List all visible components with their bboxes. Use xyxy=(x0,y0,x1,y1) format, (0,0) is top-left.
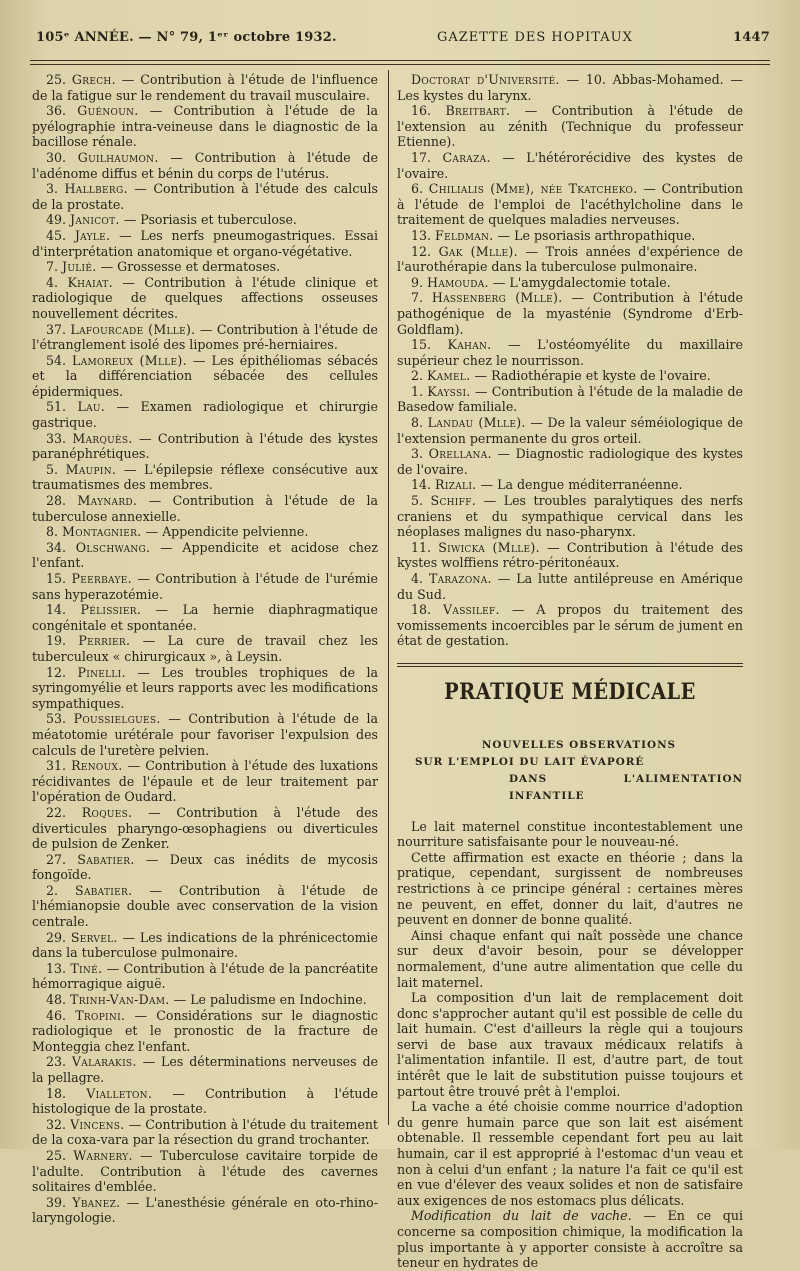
entry-number: 23. xyxy=(46,1054,72,1070)
thesis-entry xyxy=(397,150,743,181)
thesis-entry xyxy=(32,711,378,758)
entry-number: 15. xyxy=(411,337,448,353)
thesis-entry xyxy=(32,930,378,961)
thesis-entry xyxy=(397,540,743,571)
article-subtitle-3: DANS L'ALIMENTATION INFANTILE xyxy=(509,772,743,802)
thesis-entry xyxy=(32,150,378,181)
entry-number: 32. xyxy=(46,1116,71,1132)
left-column xyxy=(32,72,378,1226)
entry-title: — L'épilepsie réflexe consécutive aux traumatismes des membres. xyxy=(32,461,378,493)
article-paragraph xyxy=(397,1208,743,1270)
thesis-entry xyxy=(397,368,743,384)
entry-title: — Les déterminations nerveuses de la pellagre. xyxy=(32,1054,378,1085)
entry-title: — Contribution à l'étude des kystes paranéphrétiques. xyxy=(32,430,378,462)
entry-number: 53. xyxy=(46,711,74,727)
section-title: PRATIQUE MÉDICALE xyxy=(444,678,696,705)
entry-number: 2. xyxy=(46,882,76,898)
entry-title: — Contribution à l'étude du traitement de la coxa-vara par la résection du grand trochanter. xyxy=(32,1116,378,1148)
entry-title: — 10. Abbas-Mohamed. — Les kystes du larynx. xyxy=(397,72,743,103)
entry-title: — De la valeur séméiologique de l'extension permanente du gros orteil. xyxy=(397,415,743,446)
thesis-entry xyxy=(32,992,378,1008)
entry-number: 9. xyxy=(411,274,428,290)
entry-author: Maupin. xyxy=(65,461,117,477)
entry-title: — Les épithéliomas sébacés et la différenciation sébacée des cellules épidermiques. xyxy=(32,352,378,399)
entry-title: — Les indications de la phrénicectomie dans la tuberculose pulmonaire. xyxy=(32,929,378,961)
thesis-entry xyxy=(397,415,743,446)
entry-author: Feldman. xyxy=(435,227,494,243)
journal-title: GAZETTE DES HOPITAUX xyxy=(436,30,633,45)
entry-number: 8. xyxy=(46,524,63,540)
entry-title: — Grossesse et dermatoses. xyxy=(96,259,281,275)
section-separator xyxy=(397,663,743,667)
entry-author: Pinelli. xyxy=(77,664,126,680)
thesis-entry xyxy=(32,961,378,992)
entry-author: Hassenberg (Mlle). xyxy=(431,290,563,306)
entry-author: Khaiat. xyxy=(67,274,113,290)
thesis-entry xyxy=(32,212,378,228)
entry-author: Jayle. xyxy=(74,227,111,243)
entry-author: Perrier. xyxy=(78,633,131,649)
entry-title: — Contribution à l'étude des diverticules pharyngo-œsophagiens ou diverticules de pulsion de Zenker. xyxy=(32,804,378,852)
entry-author: Kayssi. xyxy=(427,383,471,399)
entry-title: — Contribution à l'étude de l'extension au zénith (Technique du professeur Etienne). xyxy=(397,103,743,150)
entry-author: Vincens. xyxy=(70,1116,125,1132)
thesis-entry xyxy=(32,72,378,103)
entry-title: — Les troubles paralytiques des nerfs craniens et du sympathique cervical dans les néoplases malignes du naso-pharynx. xyxy=(397,493,743,540)
entry-title: — L'ostéomyélite du maxillaire supérieur chez le nourrisson. xyxy=(397,337,743,368)
thesis-entry xyxy=(32,1117,378,1148)
entry-number: 30. xyxy=(46,149,78,165)
entry-author: Warnery. xyxy=(73,1147,133,1163)
entry-number: 49. xyxy=(46,212,71,228)
issue-line: 105ᵉ ANNÉE. — N° 79, 1ᵉʳ octobre 1932. xyxy=(36,30,337,45)
entry-title: — Deux cas inédits de mycosis fongoïde. xyxy=(32,851,378,883)
entry-author: Poussielgues. xyxy=(73,711,161,727)
entry-number: 25. xyxy=(46,72,72,87)
entry-number: 7. xyxy=(46,259,63,275)
entry-author: Peerbaye. xyxy=(71,571,132,586)
entry-title: — Contribution à l'étude des calculs de la prostate. xyxy=(32,181,378,212)
entry-number: 1. xyxy=(411,383,428,399)
thesis-entry xyxy=(32,103,378,150)
article-paragraph: Cette affirmation est exacte en théorie ; dans la pratique, cependant, surgissent de nombreuses restrictions à ce principe général : certaines mères ne peuvent, en effet, donner du lait, d'autres ne peuvent en donner de bonne qualité. xyxy=(397,849,743,928)
entry-author: Hallberg. xyxy=(64,181,128,197)
entry-author: Landau (Mlle). xyxy=(427,415,526,431)
page-header xyxy=(36,30,770,56)
entry-number: 27. xyxy=(46,851,78,867)
entry-author: Montagnier. xyxy=(62,524,142,540)
entry-number: 36. xyxy=(46,103,78,119)
thesis-entry xyxy=(32,275,378,322)
entry-number: 4. xyxy=(46,274,68,290)
entry-number: 29. xyxy=(46,929,71,945)
entry-title: — Psoriasis et tuberculose. xyxy=(119,212,297,228)
entry-number: 11. xyxy=(411,539,439,555)
entry-title: — Examen radiologique et chirurgie gastrique. xyxy=(32,399,378,431)
entry-number: 6. xyxy=(411,181,429,197)
entry-number: 4. xyxy=(411,571,429,586)
entry-author: Servel. xyxy=(70,929,118,945)
entry-author: Orellana. xyxy=(428,446,492,462)
thesis-entry xyxy=(397,244,743,275)
entry-number: 5. xyxy=(46,461,66,477)
entry-number: 14. xyxy=(411,477,436,493)
entry-number: 15. xyxy=(46,571,72,586)
thesis-entry xyxy=(32,353,378,400)
entry-title: — Contribution à l'étude de l'urémie sans hyperazotémie. xyxy=(32,571,378,602)
entry-title: — Contribution à l'étude des luxations récidivantes de l'épaule et de leur traitement par l'opération de Oudard. xyxy=(32,758,378,805)
entry-title: — Le paludisme en Indochine. xyxy=(169,992,367,1008)
entry-title: — La hernie diaphragmatique congénitale et spontanée. xyxy=(32,602,378,633)
entry-number: 2. xyxy=(411,368,428,384)
entry-author: Roques. xyxy=(81,804,133,820)
entry-number: 18. xyxy=(411,602,444,618)
article-paragraph: La composition d'un lait de remplacement doit donc s'approcher autant qu'il est possible de celle du lait humain. C'est d'ailleurs la règle qui a toujours servi de base aux travaux médicaux relatifs à l'alimentation infantile. Il est, d'autre part, de tout intérêt que le lait de substitution puisse toujours et partout être trouvé prêt à l'emploi. xyxy=(397,990,743,1099)
thesis-entry xyxy=(397,477,743,493)
right-column xyxy=(397,72,743,1271)
thesis-entry xyxy=(32,431,378,462)
thesis-entry xyxy=(32,883,378,930)
thesis-entry xyxy=(32,462,378,493)
italic-lead: Modification du lait de vache. xyxy=(411,1208,632,1224)
thesis-entry xyxy=(397,275,743,291)
entry-title: — Considérations sur le diagnostic radiologique et le pronostic de la fracture de Monteggia chez l'enfant. xyxy=(32,1007,378,1054)
entry-author: Doctorat d'Université. xyxy=(411,72,560,87)
thesis-entry xyxy=(397,72,743,103)
entry-author: Valarakis. xyxy=(71,1054,137,1070)
entry-author: Julié. xyxy=(62,259,97,275)
entry-number: 7. xyxy=(411,290,432,306)
entry-author: Renoux. xyxy=(71,758,123,774)
thesis-entry xyxy=(397,290,743,337)
entry-author: Marquès. xyxy=(72,430,133,446)
entry-author: Gak (Mlle). xyxy=(438,243,518,259)
entry-title: — Appendicite et acidose chez l'enfant. xyxy=(32,539,378,571)
thesis-entry xyxy=(32,322,378,353)
entry-author: Pélissier. xyxy=(80,602,142,618)
entry-author: Rizali. xyxy=(435,477,477,493)
entry-number: 18. xyxy=(46,1085,87,1101)
thesis-entry xyxy=(397,384,743,415)
entry-number: 3. xyxy=(411,446,429,462)
entry-title: — Contribution à l'étude de la pancréatite hémorragique aiguë. xyxy=(32,960,378,992)
entry-author: Grech. xyxy=(71,72,116,87)
entry-author: Sabatier. xyxy=(75,882,133,898)
thesis-entry xyxy=(32,665,378,712)
entry-number: 13. xyxy=(46,960,71,976)
thesis-entry xyxy=(397,602,743,649)
article-paragraph: Ainsi chaque enfant qui naît possède une chance sur deux d'avoir besoin, pour se développer normalement, d'une autre alimentation que celle du lait maternel. xyxy=(397,927,743,990)
thesis-entry xyxy=(32,228,378,259)
entry-author: Vialleton. xyxy=(86,1085,153,1101)
entry-title: — Contribution à l'étude de l'hémianopsie double avec conservation de la vision centrale. xyxy=(32,882,378,930)
entry-title: — La dengue méditerranéenne. xyxy=(476,477,683,493)
thesis-entry xyxy=(32,540,378,571)
thesis-entry xyxy=(32,852,378,883)
entry-author: Janicot. xyxy=(70,212,120,228)
entry-title: — Contribution à l'étude clinique et radiologique de quelques affections osseuses nouvellement décrites. xyxy=(32,274,378,321)
entry-number: 25. xyxy=(46,1147,74,1163)
entry-number: 34. xyxy=(46,539,76,555)
page-number: 1447 xyxy=(733,30,770,45)
entry-author: Trinh-Van-Dam. xyxy=(70,992,170,1008)
article-paragraph: Le lait maternel constitue incontestablement une nourriture satisfaisante pour le nouveau-né. xyxy=(397,818,743,850)
entry-number: 45. xyxy=(46,227,75,243)
article-subtitle-1: NOUVELLES OBSERVATIONS xyxy=(481,738,677,751)
entry-title: — Le psoriasis arthropathique. xyxy=(493,227,696,243)
entry-number: 39. xyxy=(46,1194,73,1210)
entry-title: — Contribution à l'étude de la méatotomie urétérale pour favoriser l'expulsion des calculs de l'uretère pelvien. xyxy=(32,711,378,758)
entry-author: Siwicka (Mlle). xyxy=(438,539,540,555)
entry-number: 37. xyxy=(46,321,71,337)
entry-number: 46. xyxy=(46,1007,76,1023)
entry-title: — Les nerfs pneumogastriques. Essai d'interprétation anatomique et organo-végétative. xyxy=(32,227,378,259)
entry-title: — La lutte antilépreuse en Amérique du Sud. xyxy=(397,571,743,602)
entry-author: Schiff. xyxy=(430,493,477,509)
entry-author: Tiné. xyxy=(70,960,103,976)
thesis-entry xyxy=(32,181,378,212)
thesis-entry xyxy=(32,805,378,852)
entry-author: Lamoreux (Mlle). xyxy=(72,352,187,368)
entry-title: — Contribution à l'étude des kystes wolffiens rétro-péritonéaux. xyxy=(397,539,743,571)
entry-number: 14. xyxy=(46,602,81,618)
entry-author: Sabatier. xyxy=(77,851,135,867)
entry-author: Hamouda. xyxy=(427,274,489,290)
entry-title: — Contribution à l'étude de l'influence de la fatigue sur le rendement du travail musculaire. xyxy=(32,72,378,103)
article-paragraph: La vache a été choisie comme nourrice d'adoption du genre humain parce que son lait est aisément obtenable. Il ressemble cependant fort peu au lait humain, car il est approprié à l'estomac d'un veau et non à celui d'un enfant ; la nature l'a fait ce qu'il est en vue d'élever des veaux solides et non de satisfaire aux exigences de nos estomacs plus délicats. xyxy=(397,1099,743,1208)
header-rule xyxy=(30,60,770,61)
entry-title: — Contribution à l'étude de l'étranglement isolé des lipomes pré-herniaires. xyxy=(32,321,378,353)
thesis-entry xyxy=(397,571,743,602)
entry-author: Ybanez. xyxy=(72,1194,121,1210)
entry-author: Kahan. xyxy=(447,337,492,353)
entry-title: — Contribution à l'étude de la maladie de Basedow familiale. xyxy=(397,383,743,415)
entry-author: Breitbart. xyxy=(445,103,511,119)
thesis-entry xyxy=(32,259,378,275)
article-body xyxy=(397,819,743,1209)
entry-title: — Contribution à l'étude de l'emploi de l'acéthylcholine dans le traitement de quelques maladies nerveuses. xyxy=(397,181,743,228)
entry-title: — La cure de travail chez les tuberculeux « chirurgicaux », à Leysin. xyxy=(32,633,378,664)
entry-title: — L'anesthésie générale en oto-rhino-laryngologie. xyxy=(32,1194,378,1226)
entry-number: 19. xyxy=(46,633,79,649)
entry-title: — Contribution à l'étude de l'adénome diffus et bénin du corps de l'utérus. xyxy=(32,149,378,181)
entry-number: 33. xyxy=(46,430,73,446)
thesis-entry xyxy=(32,758,378,805)
entry-author: Caraza. xyxy=(442,149,491,165)
column-divider xyxy=(388,70,389,1125)
entry-number: 51. xyxy=(46,399,78,415)
thesis-entry xyxy=(397,228,743,244)
thesis-entry xyxy=(32,1054,378,1085)
entry-author: Vassilef. xyxy=(443,602,500,618)
thesis-entry xyxy=(32,1008,378,1055)
entry-author: Kamel. xyxy=(427,368,471,384)
entry-author: Tarazona. xyxy=(428,571,492,586)
entry-title: — L'hétérorécidive des kystes de l'ovaire. xyxy=(397,149,743,181)
entry-number: 28. xyxy=(46,493,78,509)
thesis-entry xyxy=(397,181,743,228)
entry-title: — Contribution à l'étude de la tuberculose annexielle. xyxy=(32,493,378,524)
entry-number: 13. xyxy=(411,227,436,243)
thesis-entry xyxy=(397,337,743,368)
entry-title: — Appendicite pelvienne. xyxy=(141,524,309,540)
entry-number: 17. xyxy=(411,149,443,165)
thesis-entry xyxy=(397,493,743,540)
entry-number: 8. xyxy=(411,415,428,431)
entry-number: 3. xyxy=(46,181,65,197)
entry-number: 16. xyxy=(411,103,446,119)
thesis-entry xyxy=(32,1195,378,1226)
entry-author: Maynard. xyxy=(77,493,138,509)
entry-number: 54. xyxy=(46,352,73,368)
thesis-entry xyxy=(32,633,378,664)
entry-number: 12. xyxy=(46,664,78,680)
thesis-entry xyxy=(32,1148,378,1195)
entry-author: Lau. xyxy=(77,399,106,415)
entry-title: — Radiothérapie et kyste de l'ovaire. xyxy=(470,368,711,384)
entry-title: — A propos du traitement des vomissements incoercibles par le sérum de jument en état de gestation. xyxy=(397,602,743,649)
entry-title: — Contribution à l'étude pathogénique de la myasténie (Syndrome d'Erb-Goldflam). xyxy=(397,290,743,337)
thesis-entry xyxy=(32,571,378,602)
thesis-entry xyxy=(397,446,743,477)
thesis-entry xyxy=(32,602,378,633)
entry-author: Tropini. xyxy=(75,1007,126,1023)
entry-number: 31. xyxy=(46,758,72,774)
thesis-entry xyxy=(32,1086,378,1117)
entry-number: 48. xyxy=(46,992,71,1008)
entry-title: — L'amygdalectomie totale. xyxy=(488,274,671,290)
entry-title: — Diagnostic radiologique des kystes de l'ovaire. xyxy=(397,446,743,477)
thesis-entry xyxy=(32,493,378,524)
entry-title: — Tuberculose cavitaire torpide de l'adulte. Contribution à l'étude des cavernes solitaires d'emblée. xyxy=(32,1147,378,1195)
header-rule-2 xyxy=(30,64,770,65)
thesis-entry xyxy=(32,399,378,430)
thesis-entry xyxy=(32,524,378,540)
entry-author: Chilialis (Mme), née Tkatcheko. xyxy=(428,181,638,197)
entry-title: — Les troubles trophiques de la syringomyélie et leurs rapports avec les modifications sympathiques. xyxy=(32,664,378,711)
entry-author: Guénoun. xyxy=(77,103,139,119)
paragraph-text: — En ce qui concerne sa composition chimique, la modification la plus importante à y apporter consiste à accroître sa teneur en hydrates de xyxy=(397,1208,743,1271)
entry-title: — Contribution à l'étude histologique de la prostate. xyxy=(32,1085,378,1117)
entry-author: Olschwang. xyxy=(75,539,151,555)
entry-number: 22. xyxy=(46,804,82,820)
entry-author: Lafourcade (Mlle). xyxy=(70,321,196,337)
entry-title: — Trois années d'expérience de l'aurothérapie dans la tuberculose pulmonaire. xyxy=(397,243,743,275)
thesis-entry xyxy=(397,103,743,150)
thesis-list-continued xyxy=(397,72,743,649)
entry-author: Guilhaumon. xyxy=(77,149,159,165)
entry-number: 5. xyxy=(411,493,431,509)
article-subtitle-2: SUR L'EMPLOI DU LAIT ÉVAPORÉ xyxy=(415,755,645,768)
entry-title: — Contribution à l'étude de la pyélographie intra-veineuse dans le diagnostic de la bacillose rénale. xyxy=(32,103,378,150)
entry-number: 12. xyxy=(411,243,439,259)
